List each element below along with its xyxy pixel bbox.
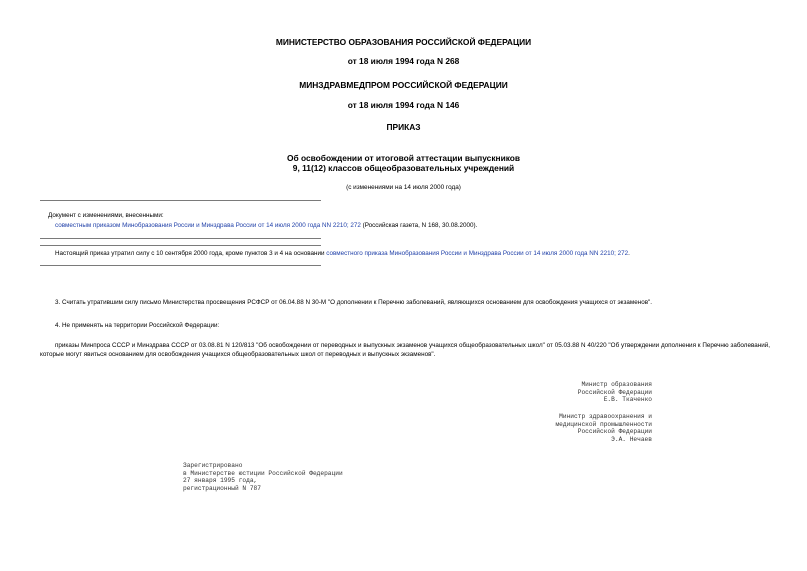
signature-education-minister	[460, 381, 652, 404]
status-prefix: Настоящий приказ утратил силу с 10 сентября 2000 года, кроме пунктов 3 и 4 на основании	[55, 250, 327, 257]
divider	[40, 265, 321, 266]
registration-block	[183, 462, 343, 492]
signature-line: Министр образования	[581, 381, 652, 388]
signature-line: Министр здравоохранения и	[559, 413, 652, 420]
divider	[40, 238, 321, 239]
status-note	[55, 250, 630, 258]
registration-line: Зарегистрировано	[183, 462, 243, 469]
amendments-reference	[55, 222, 477, 230]
ministry-education-heading: МИНИСТЕРСТВО ОБРАЗОВАНИЯ РОССИЙСКОЙ ФЕДЕРАЦИИ	[275, 37, 532, 47]
amendment-link[interactable]: совместным приказом Минобразования России и Минздрава России от 14 июля 2000 года NN 2210; 272	[55, 222, 361, 229]
amendment-source: (Российская газета, N 168, 30.08.2000).	[360, 222, 478, 229]
repeal-link[interactable]: совместного приказа Минобразования России и Минздрава России от 14 июля 2000 года NN 2210; 272	[326, 250, 629, 257]
signature-line: Е.В. Ткаченко	[603, 396, 652, 404]
order-date-1: от 18 июля 1994 года N 268	[347, 56, 460, 66]
ministry-health-heading: МИНЗДРАВМЕДПРОМ РОССИЙСКОЙ ФЕДЕРАЦИИ	[299, 80, 508, 90]
signature-line: медицинской промышленности	[555, 420, 652, 428]
signature-line: Э.А. Нечаев	[611, 435, 652, 443]
status-suffix: .	[628, 250, 630, 257]
signature-line: Российской Федерации	[577, 388, 652, 396]
registration-line: 27 января 1995 года,	[183, 477, 258, 485]
divider	[40, 200, 321, 201]
orders-paragraph: приказы Минпроса СССР и Минздрава СССР от 03.08.81 N 120/813 "Об освобождении от переводных и выпускных экзаменов учащихся общеобразовательных школ" от 05.03.88 N 40/220 "Об утверждении дополнения к Перечню заболеваний, которые могут явиться основанием для освобождения учащихся общеобразовательных школ от переводных и выпускных экзаменов".	[40, 342, 770, 358]
amendments-label: Документ с изменениями, внесенными:	[48, 212, 164, 219]
signature-line: Российской Федерации	[577, 428, 652, 436]
document-type: ПРИКАЗ	[386, 122, 421, 132]
amendments-note: (с изменениями на 14 июля 2000 года)	[346, 184, 461, 191]
item-4: 4. Не применять на территории Российской Федерации:	[55, 322, 220, 329]
item-3: 3. Считать утратившим силу письмо Министерства просвещения РСФСР от 06.04.88 N 30-М "О дополнении к Перечню заболеваний, являющихся основанием для освобождения учащихся от экзаменов".	[55, 299, 653, 306]
registration-line: в Министерстве юстиции Российской Федерации	[183, 469, 343, 477]
order-date-2: от 18 июля 1994 года N 146	[347, 100, 460, 110]
document-title-line-2: 9, 11(12) классов общеобразовательных учреждений	[292, 163, 515, 173]
divider	[40, 245, 321, 246]
registration-line: регистрационный N 787	[183, 484, 261, 492]
document-title-line-1: Об освобождении от итоговой аттестации выпускников	[286, 153, 521, 163]
signature-health-minister	[460, 413, 652, 443]
